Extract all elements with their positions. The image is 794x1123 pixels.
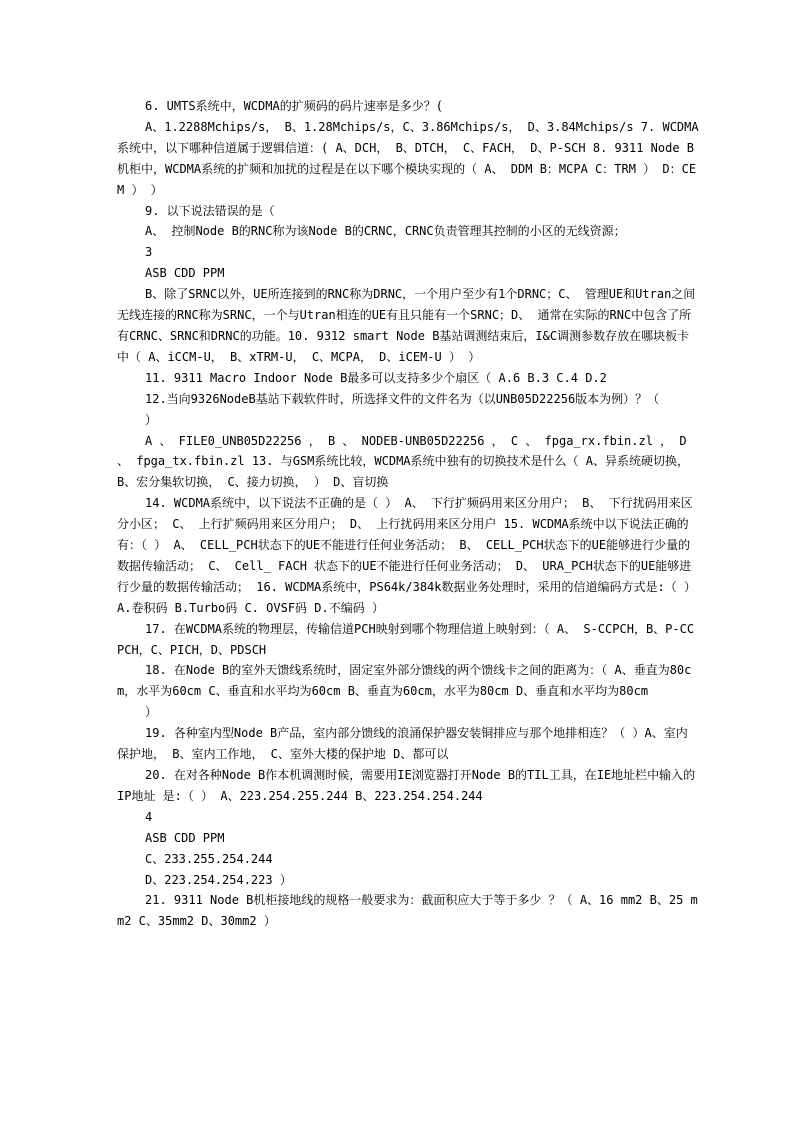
page-footer-text: ASB CDD PPM (145, 830, 225, 845)
question-18-close: ） (145, 705, 158, 720)
page-number: 3 (145, 245, 153, 260)
question-12: 12.当向9326NodeB基站下载软件时，所选择文件的文件名为（以UNB05D22256版本为例）？（ (145, 391, 660, 406)
question-6-8-options: A、1.2288Mchips/s， B、1.28Mchips/s，C、3.86Mchips/s， D、3.84Mchips/s 7. WCDMA系统中，以下哪种信道属于逻辑信道：( A、DCH， B、DTCH， C、FACH， D、P-SCH 8. 9311 Node B机柜中，WCDMA系统的扩频和加扰的过程是在以下哪个模块实现的（ A、 DDM B：MCPA C：TRM ） D：CEM ） ） (117, 119, 699, 197)
question-9-10-options: B、除了SRNC以外，UE所连接到的RNC称为DRNC，一个用户至少有1个DRNC；C、 管理UE和Utran之间无线连接的RNC称为SRNC，一个与Utran相连的UE有且只能有一个SRNC；D、 通常在实际的RNC中包含了所有CRNC、SRNC和DRNC的功能。10. 9312 smart Node B基站调测结束后，I&C调测参数存放在哪块板卡中（ A、iCCM-U， B、xTRM-U， C、MCPA， D、iCEM-U ） ） (117, 287, 696, 364)
question-9-option-a: A、 控制Node B的RNC称为该Node B的CRNC，CRNC负责管理其控制的小区的无线资源； (145, 224, 626, 239)
question-12-13-options: A 、 FILE0_UNB05D22256 ， B 、 NODEB-UNB05D22256 ， C 、 fpga_rx.fbin.zl ， D 、 fpga_tx.fbin.zl 13. 与GSM系统比较，WCDMA系统中独有的切换技术是什么（ A、异系统硬切换， B、宏分集软切换， C、接力切换， ） D、盲切换 (117, 433, 689, 490)
question-12-close: ） (145, 412, 158, 427)
question-6: 6. UMTS系统中，WCDMA的扩频码的码片速率是多少？( (145, 99, 443, 113)
question-20: 20. 在对各种Node B作本机调测时候，需要用IE浏览器打开Node B的TIL工具，在IE地址栏中输入的IP地址 是:（ ） A、223.254.255.244 B、223.254.254.244 (117, 768, 696, 803)
question-21: 21. 9311 Node B机柜接地线的规格一般要求为：截面积应大于等于多少 ？（ A、16 mm2 B、25 mm2 C、35mm2 D、30mm2 ） (117, 893, 698, 929)
question-20-option-d: D、223.254.254.223 ） (145, 872, 292, 887)
page-number: 4 (145, 809, 153, 824)
question-18: 18. 在Node B的室外天馈线系统时，固定室外部分馈线的两个馈线卡之间的距离为：（ A、垂直为80cm，水平为60cm C、垂直和水平均为60cm B、垂直为60cm，水平为80cm D、垂直和水平均为80cm (117, 663, 692, 699)
question-17: 17. 在WCDMA系统的物理层，传输信道PCH映射到哪个物理信道上映射到：（ A、 S-CCPCH，B、P-CCPCH，C、PICH，D、PDSCH (117, 621, 695, 657)
question-19: 19. 各种室内型Node B产品，室内部分馈线的浪涌保护器安装铜排应与那个地排相连？（ ）A、室内保护地， B、室内工作地， C、室外大楼的保护地 D、都可以 (117, 726, 688, 762)
document-body (117, 96, 699, 932)
question-20-option-c: C、233.255.254.244 (145, 851, 273, 866)
question-14-16: 14. WCDMA系统中，以下说法不正确的是（ ） A、 下行扩频码用来区分用户； B、 下行扰码用来区分小区； C、 上行扩频码用来区分用户； D、 上行扰码用来区分用户 15. WCDMA系统中以下说法正确的有：（ ） A、 CELL_PCH状态下的UE不能进行任何业务活动； B、 CELL_PCH状态下的UE能够进行少量的数据传输活动； C、 Cell_ FACH 状态下的UE不能进行任何业务活动； D、 URA_PCH状态下的UE能够进行少量的数据传输活动； 16. WCDMA系统中，PS64k/384k数据业务处理时，采用的信道编码方式是:（ ） A.卷积码 B.Turbo码 C. OVSF码 D.不编码 ） (117, 496, 696, 615)
question-11: 11. 9311 Macro Indoor Node B最多可以支持多少个扇区（ A.6 B.3 C.4 D.2 (145, 370, 607, 385)
question-9: 9. 以下说法错误的是（ (145, 203, 275, 218)
page-footer-text: ASB CDD PPM (145, 266, 225, 281)
